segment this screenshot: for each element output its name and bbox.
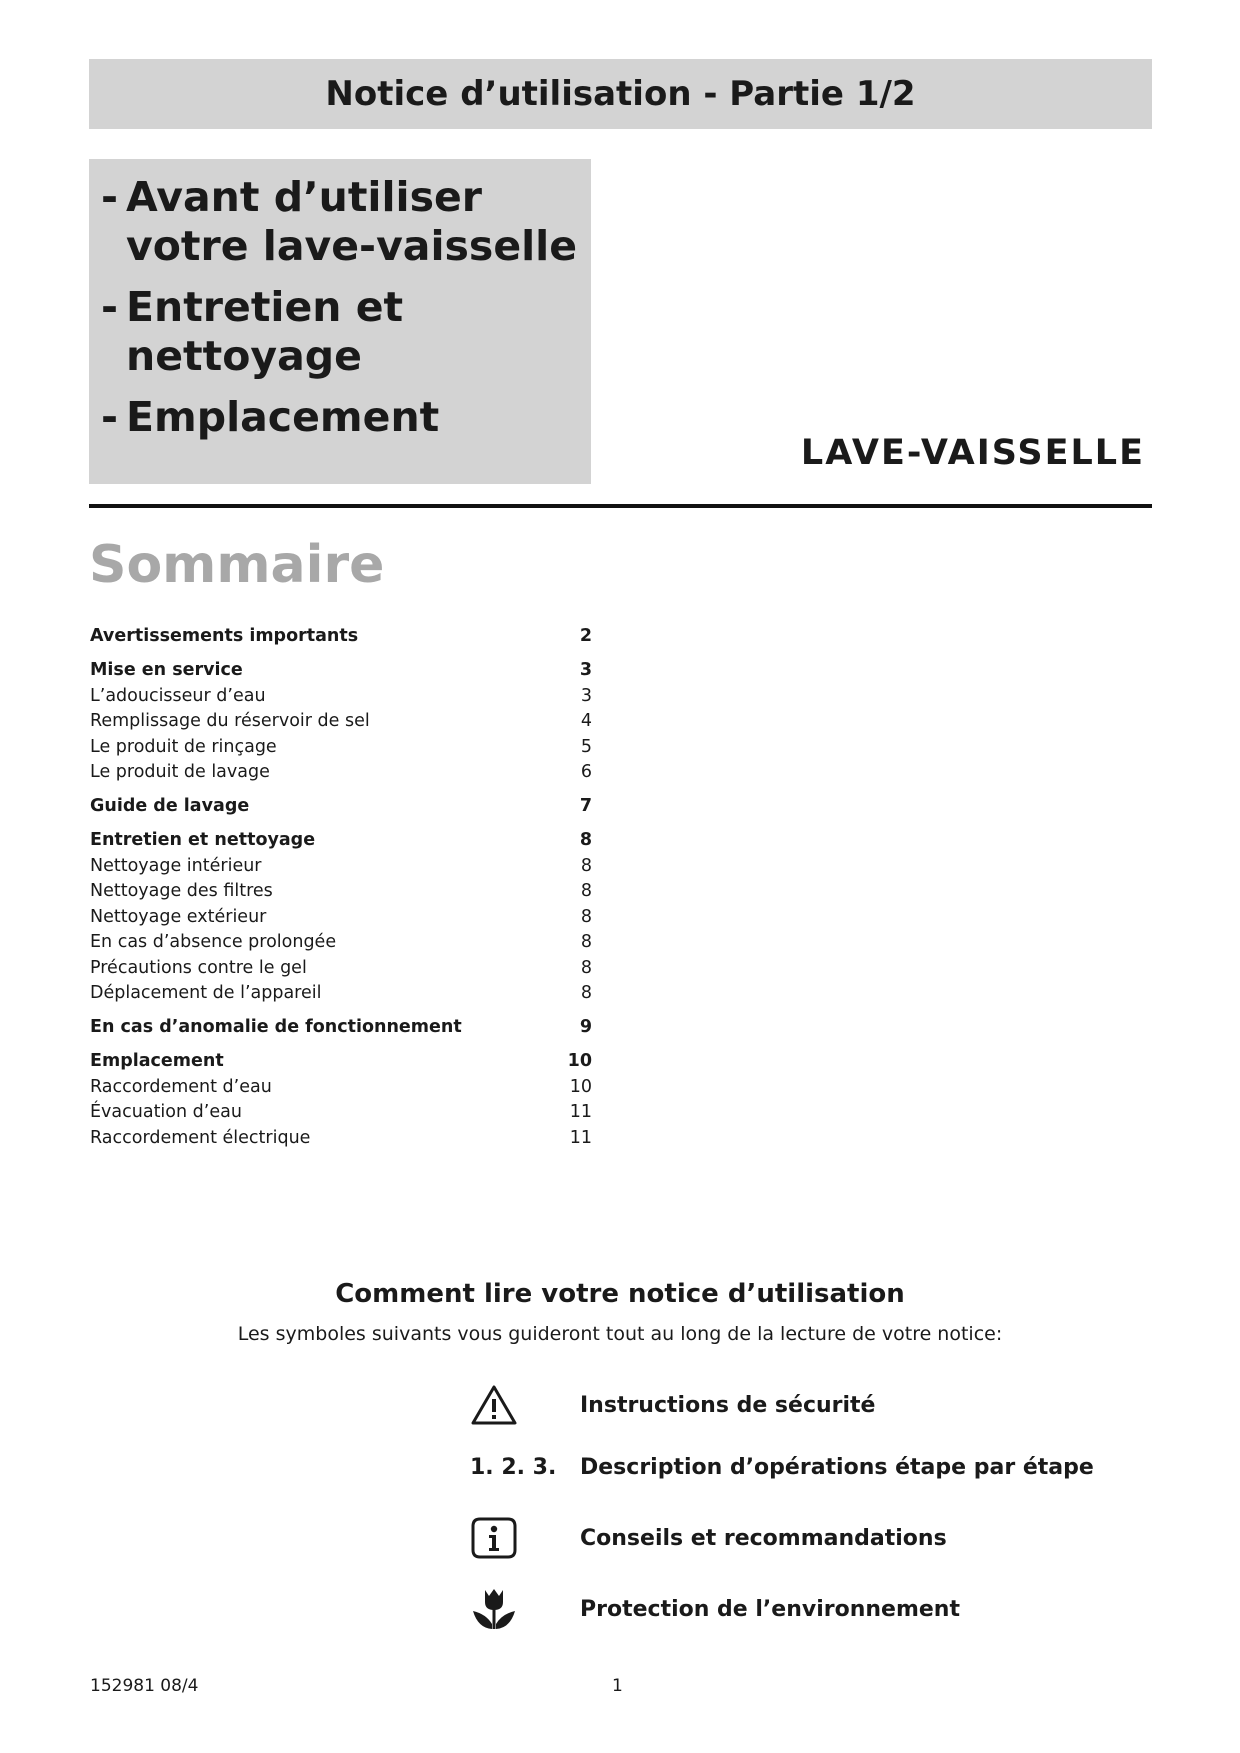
toc-entry[interactable] bbox=[90, 1100, 592, 1126]
section-divider bbox=[89, 504, 1152, 508]
toc-entry[interactable] bbox=[90, 735, 592, 761]
toc-page: 5 bbox=[580, 736, 592, 757]
toc-label: Nettoyage extérieur bbox=[90, 906, 267, 927]
toc-section[interactable] bbox=[90, 624, 592, 650]
topic-item bbox=[101, 393, 591, 442]
toc-label: Le produit de rinçage bbox=[90, 736, 277, 757]
toc-label: Emplacement bbox=[90, 1051, 224, 1071]
steps-symbol: 1. 2. 3. bbox=[470, 1454, 557, 1480]
toc-page: 8 bbox=[580, 932, 592, 952]
toc-entry[interactable] bbox=[90, 981, 592, 1007]
topic-dash: - bbox=[101, 173, 119, 221]
toc-page: 11 bbox=[569, 1102, 592, 1122]
howto-subtitle: Les symboles suivants vous guideront tout au long de la lecture de votre notice: bbox=[237, 1323, 1003, 1345]
toc-page: 8 bbox=[580, 983, 592, 1003]
toc-entry[interactable] bbox=[90, 930, 592, 956]
toc-section[interactable] bbox=[90, 1049, 592, 1075]
page-title: Notice d’utilisation - Partie 1/2 bbox=[325, 74, 916, 114]
toc-page: 8 bbox=[580, 881, 592, 901]
toc-title: Sommaire bbox=[89, 535, 385, 595]
toc-page: 8 bbox=[580, 855, 592, 876]
warning-triangle-icon bbox=[470, 1384, 580, 1426]
legend-row-environment bbox=[470, 1584, 960, 1634]
page-number: 1 bbox=[612, 1676, 623, 1696]
header-bar bbox=[89, 59, 1152, 129]
toc-page: 8 bbox=[579, 830, 592, 850]
toc-section[interactable] bbox=[90, 794, 592, 820]
toc-label: L’adoucisseur d’eau bbox=[90, 685, 266, 706]
toc-page: 10 bbox=[569, 1076, 592, 1097]
legend-label: Protection de l’environnement bbox=[580, 1596, 960, 1622]
toc-label: Nettoyage des filtres bbox=[90, 881, 273, 901]
table-of-contents bbox=[90, 624, 592, 1151]
legend-label: Conseils et recommandations bbox=[580, 1525, 947, 1551]
toc-entry[interactable] bbox=[90, 905, 592, 931]
legend-row-info bbox=[470, 1513, 947, 1563]
toc-section[interactable] bbox=[90, 1015, 592, 1041]
topic-text: Entretien et nettoyage bbox=[126, 283, 404, 380]
toc-entry[interactable] bbox=[90, 1126, 592, 1152]
toc-entry[interactable] bbox=[90, 854, 592, 880]
toc-label: Guide de lavage bbox=[90, 796, 250, 816]
toc-page: 8 bbox=[580, 957, 592, 978]
toc-entry[interactable] bbox=[90, 760, 592, 786]
toc-label: Déplacement de l’appareil bbox=[90, 983, 322, 1003]
toc-page: 3 bbox=[579, 660, 592, 680]
toc-page: 8 bbox=[580, 906, 592, 927]
toc-page: 11 bbox=[569, 1127, 592, 1148]
toc-label: Remplissage du réservoir de sel bbox=[90, 711, 370, 731]
toc-page: 10 bbox=[567, 1051, 592, 1071]
topics-box bbox=[89, 159, 591, 484]
document-code: 152981 08/4 bbox=[90, 1676, 199, 1696]
toc-entry[interactable] bbox=[90, 684, 592, 710]
topic-text: Avant d’utiliser votre lave-vaisselle bbox=[126, 173, 578, 270]
toc-page: 4 bbox=[580, 711, 592, 731]
toc-label: Entretien et nettoyage bbox=[90, 830, 316, 850]
product-label: LAVE-VAISSELLE bbox=[800, 433, 1145, 473]
legend-row-steps bbox=[470, 1442, 1094, 1492]
toc-label: Raccordement d’eau bbox=[90, 1076, 272, 1097]
toc-section[interactable] bbox=[90, 828, 592, 854]
legend-row-safety bbox=[470, 1380, 875, 1430]
toc-entry[interactable] bbox=[90, 1075, 592, 1101]
toc-page: 3 bbox=[580, 685, 592, 706]
topic-item bbox=[101, 283, 591, 381]
toc-label: Évacuation d’eau bbox=[90, 1102, 242, 1122]
toc-label: Précautions contre le gel bbox=[90, 957, 307, 978]
topic-dash: - bbox=[101, 393, 119, 441]
howto-title: Comment lire votre notice d’utilisation bbox=[335, 1279, 905, 1309]
topic-text: Emplacement bbox=[126, 393, 440, 441]
toc-entry[interactable] bbox=[90, 879, 592, 905]
legend-label: Instructions de sécurité bbox=[580, 1392, 876, 1418]
toc-page: 2 bbox=[579, 626, 592, 646]
toc-section[interactable] bbox=[90, 658, 592, 684]
toc-label: En cas d’anomalie de fonctionnement bbox=[90, 1017, 462, 1037]
legend-label: Description d’opérations étape par étape bbox=[580, 1454, 1094, 1480]
toc-label: Le produit de lavage bbox=[90, 762, 270, 782]
tulip-icon bbox=[470, 1586, 580, 1632]
toc-page: 7 bbox=[579, 796, 592, 816]
toc-page: 6 bbox=[580, 762, 592, 782]
toc-label: Mise en service bbox=[90, 660, 243, 680]
topic-item bbox=[101, 173, 591, 271]
toc-page: 9 bbox=[579, 1017, 592, 1037]
toc-label: Raccordement électrique bbox=[90, 1127, 311, 1148]
toc-entry[interactable] bbox=[90, 709, 592, 735]
info-icon bbox=[470, 1516, 580, 1560]
toc-label: Avertissements importants bbox=[90, 626, 359, 646]
toc-entry[interactable] bbox=[90, 956, 592, 982]
topic-dash: - bbox=[101, 283, 119, 331]
toc-label: En cas d’absence prolongée bbox=[90, 932, 337, 952]
toc-label: Nettoyage intérieur bbox=[90, 855, 262, 876]
